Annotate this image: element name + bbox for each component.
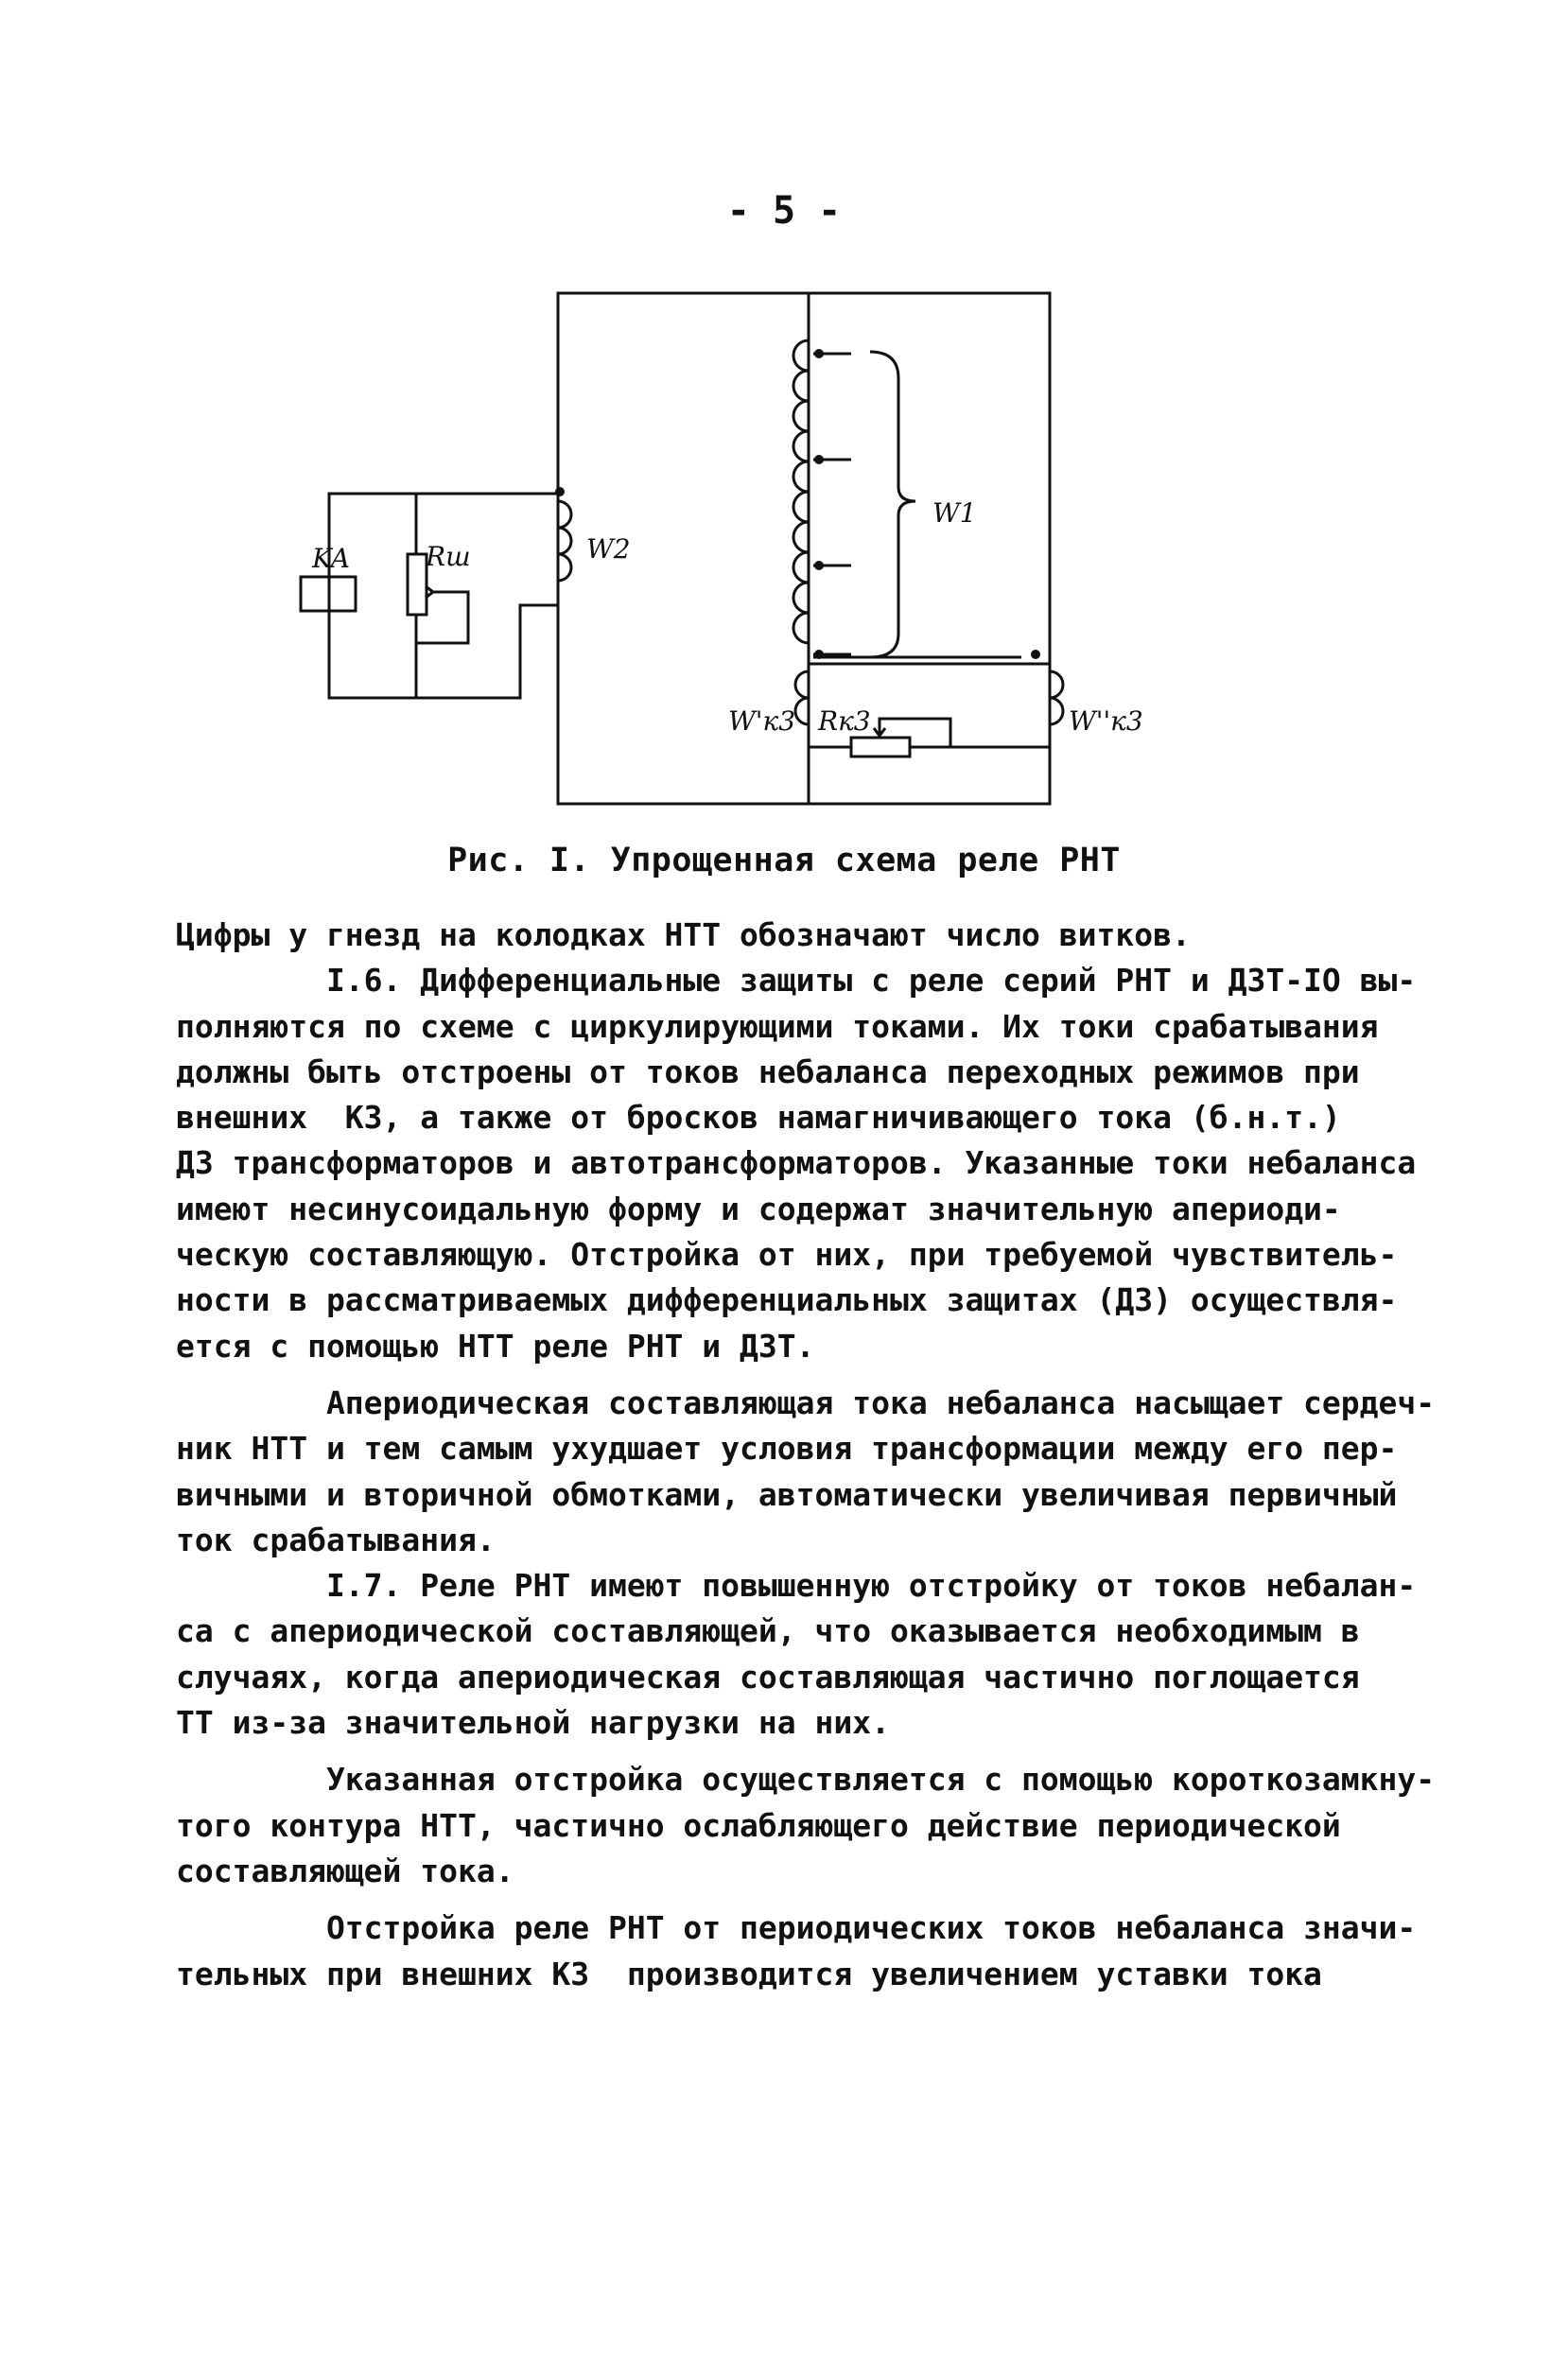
w2-label: W2 xyxy=(586,533,631,565)
text-line: имеют несинусоидальную форму и содержат значительную апериоди- xyxy=(176,1190,1341,1227)
wk3-double-label: W''к3 xyxy=(1069,705,1143,737)
text-line: случаях, когда апериодическая составляющая частично поглощается xyxy=(176,1658,1360,1696)
w1-label: W1 xyxy=(932,497,977,529)
w2-winding xyxy=(558,501,571,581)
secondary-top-wire xyxy=(329,494,558,698)
text-line: Цифры у гнезд на колодках НТТ обозначают число витков. xyxy=(176,916,1191,953)
text-line: ток срабатывания. xyxy=(176,1521,496,1558)
rk3-label: Rк3 xyxy=(818,705,871,737)
text-line: ник НТТ и тем самым ухудшает условия трансформации между его пер- xyxy=(176,1430,1398,1468)
wk3-double-winding xyxy=(1050,671,1063,724)
text-line: того контура НТТ, частично ослабляющего действие периодической xyxy=(176,1806,1341,1844)
text-line: составляющей тока. xyxy=(176,1852,514,1889)
ka-label: KA xyxy=(312,543,351,574)
rsh-slider xyxy=(416,592,468,643)
text-line: Указанная отстройка осуществляется с помощью короткозамкну- xyxy=(176,1761,1436,1799)
wk3-prime-winding xyxy=(795,671,809,724)
text-line: внешних КЗ, а также от бросков намагничивающего тока (б.н.т.) xyxy=(176,1099,1341,1137)
text-line: ности в рассматриваемых дифференциальных защитах (ДЗ) осуществля- xyxy=(176,1281,1398,1319)
text-line: вичными и вторичной обмотками, автоматически увеличивая первичный xyxy=(176,1475,1398,1513)
w1-brace xyxy=(870,352,915,657)
wk3-prime-label: W'к3 xyxy=(728,705,796,737)
rsh-resistor xyxy=(408,554,427,615)
w1-winding xyxy=(793,340,809,643)
rk3-slider xyxy=(880,719,950,747)
relay-circuit-diagram xyxy=(284,274,1192,823)
text-line: ТТ из-за значительной нагрузки на них. xyxy=(176,1704,890,1742)
text-line: ДЗ трансформаторов и автотрансформаторов. Указанные токи небаланса xyxy=(176,1144,1417,1182)
text-line: тельных при внешних КЗ производится увеличением уставки тока xyxy=(176,1955,1322,1992)
text-line: полняются по схеме с циркулирующими токами. Их токи срабатывания xyxy=(176,1007,1379,1045)
text-line: ческую составляющую. Отстройка от них, при требуемой чувствитель- xyxy=(176,1236,1398,1274)
text-line: I.6. Дифференциальные защиты с реле серий РНТ и ДЗТ-IO вы- xyxy=(176,962,1417,1000)
text-line: ется с помощью НТТ реле РНТ и ДЗТ. xyxy=(176,1327,815,1365)
figure-caption: Рис. I. Упрощенная схема реле РНТ xyxy=(447,842,1121,879)
rsh-label: Rш xyxy=(426,541,471,572)
text-line: Апериодическая составляющая тока небаланса насыщает сердеч- xyxy=(176,1383,1436,1421)
text-line: должны быть отстроены от токов небаланса переходных режимов при xyxy=(176,1053,1360,1090)
rk3-resistor xyxy=(851,738,910,757)
text-line: I.7. Реле РНТ имеют повышенную отстройку от токов небалан- xyxy=(176,1567,1417,1605)
page-number: - 5 - xyxy=(726,189,842,233)
body-text xyxy=(176,913,1436,1997)
text-line: Отстройка реле РНТ от периодических токов небаланса значи- xyxy=(176,1909,1417,1947)
text-line: са с апериодической составляющей, что оказывается необходимым в xyxy=(176,1612,1360,1650)
